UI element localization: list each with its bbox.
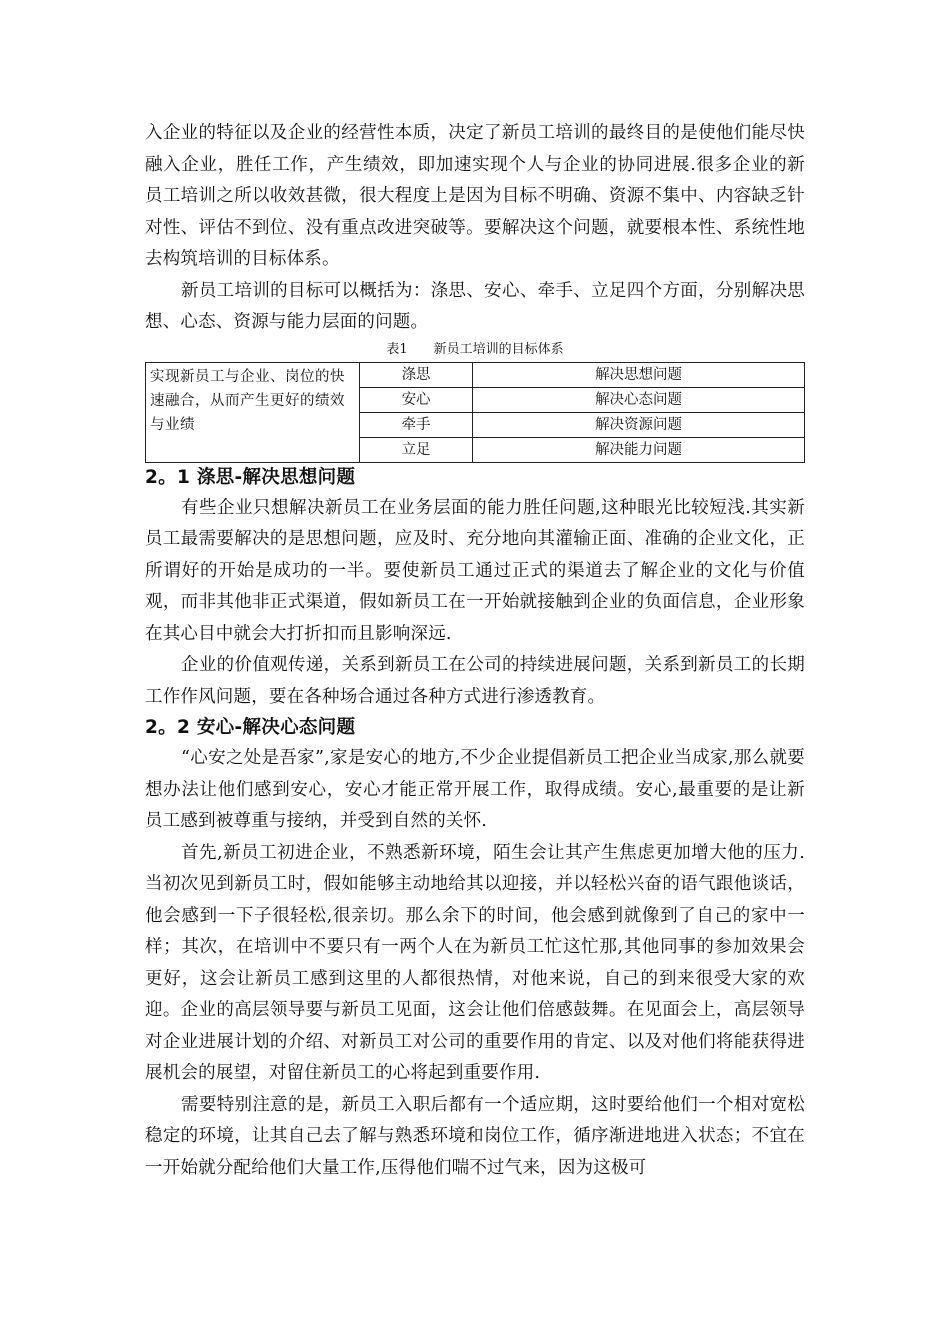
intro-paragraph-1: 入企业的特征以及企业的经营性本质，决定了新员工培训的最终目的是使他们能尽快融入企业，胜任工作，产生绩效，即加速实现个人与企业的协同进展.很多企业的新员工培训之所以收效甚微，很大程度上是因为目标不明确、资源不集中、内容缺乏针对性、评估不到位、没有重点改进突破等。要解决这个问题，就要根本性、系统性地去构筑培训的目标体系。 xyxy=(145,123,805,269)
table-cell-desc: 解决能力问题 xyxy=(473,437,805,462)
table-cell-desc: 解决心态问题 xyxy=(473,387,805,412)
table-cell-goal: 立足 xyxy=(360,437,473,462)
table-cell-goal: 安心 xyxy=(360,387,473,412)
table-cell-desc: 解决资源问题 xyxy=(473,412,805,437)
table-row xyxy=(146,362,805,387)
table-cell-goal: 牵手 xyxy=(360,412,473,437)
section-2-2-paragraph-3: 需要特别注意的是，新员工入职后都有一个适应期，这时要给他们一个相对宽松稳定的环境，让其自己去了解与熟悉环境和岗位工作，循序渐进地进入状态；不宜在一开始就分配给他们大量工作,压得他们喘不过气来，因为这极可 xyxy=(145,1094,805,1178)
table-cell-goal: 涤思 xyxy=(360,362,473,387)
table-lead-cell: 实现新员工与企业、岗位的快速融合，从而产生更好的绩效与业绩 xyxy=(146,362,360,462)
goal-system-table xyxy=(145,362,805,463)
section-heading-2-2: 2。2 安心-解决心态问题 xyxy=(145,717,356,738)
intro-paragraph-2: 新员工培训的目标可以概括为：涤思、安心、牵手、立足四个方面，分别解决思想、心态、资源与能力层面的问题。 xyxy=(145,280,805,332)
section-2-1-paragraph-2: 企业的价值观传递，关系到新员工在公司的持续进展问题，关系到新员工的长期工作作风问题，要在各种场合通过各种方式进行渗透教育。 xyxy=(145,655,805,707)
section-2-2-paragraph-1: “心安之处是吾家”,家是安心的地方,不少企业提倡新员工把企业当成家,那么就要想办法让他们感到安心，安心才能正常开展工作，取得成绩。安心,最重要的是让新员工感到被尊重与接纳，并受到自然的关怀. xyxy=(145,748,805,831)
section-2-2-paragraph-2: 首先,新员工初进企业，不熟悉新环境，陌生会让其产生焦虑更加增大他的压力.当初次见到新员工时，假如能够主动地给其以迎接，并以轻松兴奋的语气跟他谈话，他会感到一下子很轻松,很亲切。那么余下的时间，他会感到就像到了自己的家中一样；其次，在培训中不要只有一两个人在为新员工忙这忙那,其他同事的参加效果会更好，这会让新员工感到这里的人都很热情，对他来说，自己的到来很受大家的欢迎。企业的高层领导要与新员工见面，这会让他们倍感鼓舞。在见面会上，高层领导对企业进展计划的介绍、对新员工对公司的重要作用的肯定、以及对他们将能获得进展机会的展望，对留住新员工的心将起到重要作用. xyxy=(145,842,805,1083)
table-caption: 表1 新员工培训的目标体系 xyxy=(386,341,564,357)
table-cell-desc: 解决思想问题 xyxy=(473,362,805,387)
document-page xyxy=(145,118,805,1184)
section-heading-2-1: 2。1 涤思-解决思想问题 xyxy=(145,466,356,488)
section-2-1-paragraph-1: 有些企业只想解决新员工在业务层面的能力胜任问题,这种眼光比较短浅.其实新员工最需要解决的是思想问题，应及时、充分地向其灌输正面、准确的企业文化，正所谓好的开始是成功的一半。要使新员工通过正式的渠道去了解企业的文化与价值观，而非其他非正式渠道，假如新员工在一开始就接触到企业的负面信息，企业形象在其心目中就会大打折扣而且影响深远. xyxy=(145,497,805,644)
